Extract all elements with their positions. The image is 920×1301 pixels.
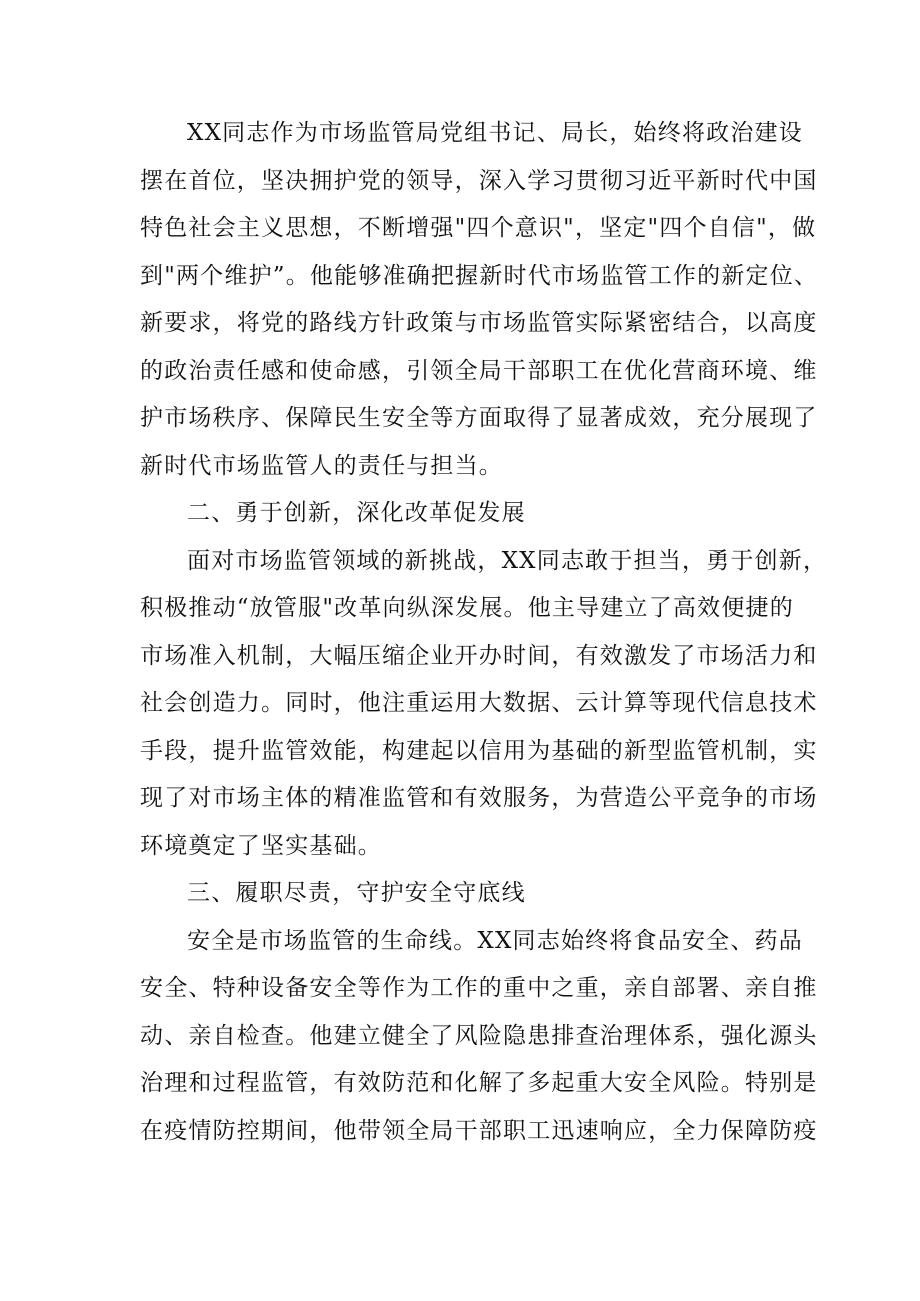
paragraph-innovation xyxy=(140,538,828,871)
text-line: 市场准入机制，大幅压缩企业开办时间，有效激发了市场活力和 xyxy=(140,642,818,669)
text-line: 面对市场监管领域的新挑战，XX同志敢于担当，勇于创新， xyxy=(187,547,828,574)
paragraph-political-building xyxy=(140,110,819,490)
text-line: 新要求，将党的路线方针政策与市场监管实际紧密结合，以高度 xyxy=(140,310,818,336)
text-line: 环境奠定了坚实基础。 xyxy=(140,832,382,859)
text-line: 安全、特种设备安全等作为工作的重中之重，亲自部署、亲自推 xyxy=(140,975,818,1001)
text-line: 在疫情防控期间，他带领全局干部职工迅速响应，全力保障防疫 xyxy=(140,1117,818,1144)
text-line: 新时代市场监管人的责任与担当。 xyxy=(140,452,503,479)
text-line: 社会创造力。同时，他注重运用大数据、云计算等现代信息技术 xyxy=(140,690,818,716)
document-body xyxy=(140,110,828,1155)
text-line: 护市场秩序、保障民生安全等方面取得了显著成效，充分展现了 xyxy=(140,405,818,431)
section-heading: 三、履职尽责，守护安全守底线 xyxy=(187,880,526,906)
section-heading-innovation xyxy=(140,490,790,538)
text-line: 摆在首位，坚决拥护党的领导，深入学习贯彻习近平新时代中国 xyxy=(140,167,818,194)
text-line: 积极推动“放管服"改革向纵深发展。他主导建立了高效便捷的 xyxy=(140,595,794,621)
text-line: 特色社会主义思想，不断增强"四个意识"，坚定"四个自信"，做 xyxy=(140,215,817,241)
text-line: 的政治责任感和使命感，引领全局干部职工在优化营商环境、维 xyxy=(140,357,818,384)
text-line: 手段，提升监管效能，构建起以信用为基础的新型监管机制，实 xyxy=(140,737,818,764)
paragraph-safety xyxy=(140,918,818,1156)
section-heading-safety xyxy=(140,870,790,918)
text-line: XX同志作为市场监管局党组书记、局长，始终将政治建设 xyxy=(187,120,803,146)
text-line: 安全是市场监管的生命线。XX同志始终将食品安全、药品 xyxy=(187,927,803,954)
text-line: 治理和过程监管，有效防范和化解了多起重大安全风险。特别是 xyxy=(140,1070,818,1096)
text-line: 到"两个维护”。他能够准确把握新时代市场监管工作的新定位、 xyxy=(140,262,819,289)
text-line: 动、亲自检查。他建立健全了风险隐患排查治理体系，强化源头 xyxy=(140,1022,818,1049)
section-heading: 二、勇于创新，深化改革促发展 xyxy=(187,500,526,526)
text-line: 现了对市场主体的精准监管和有效服务，为营造公平竞争的市场 xyxy=(140,785,818,811)
